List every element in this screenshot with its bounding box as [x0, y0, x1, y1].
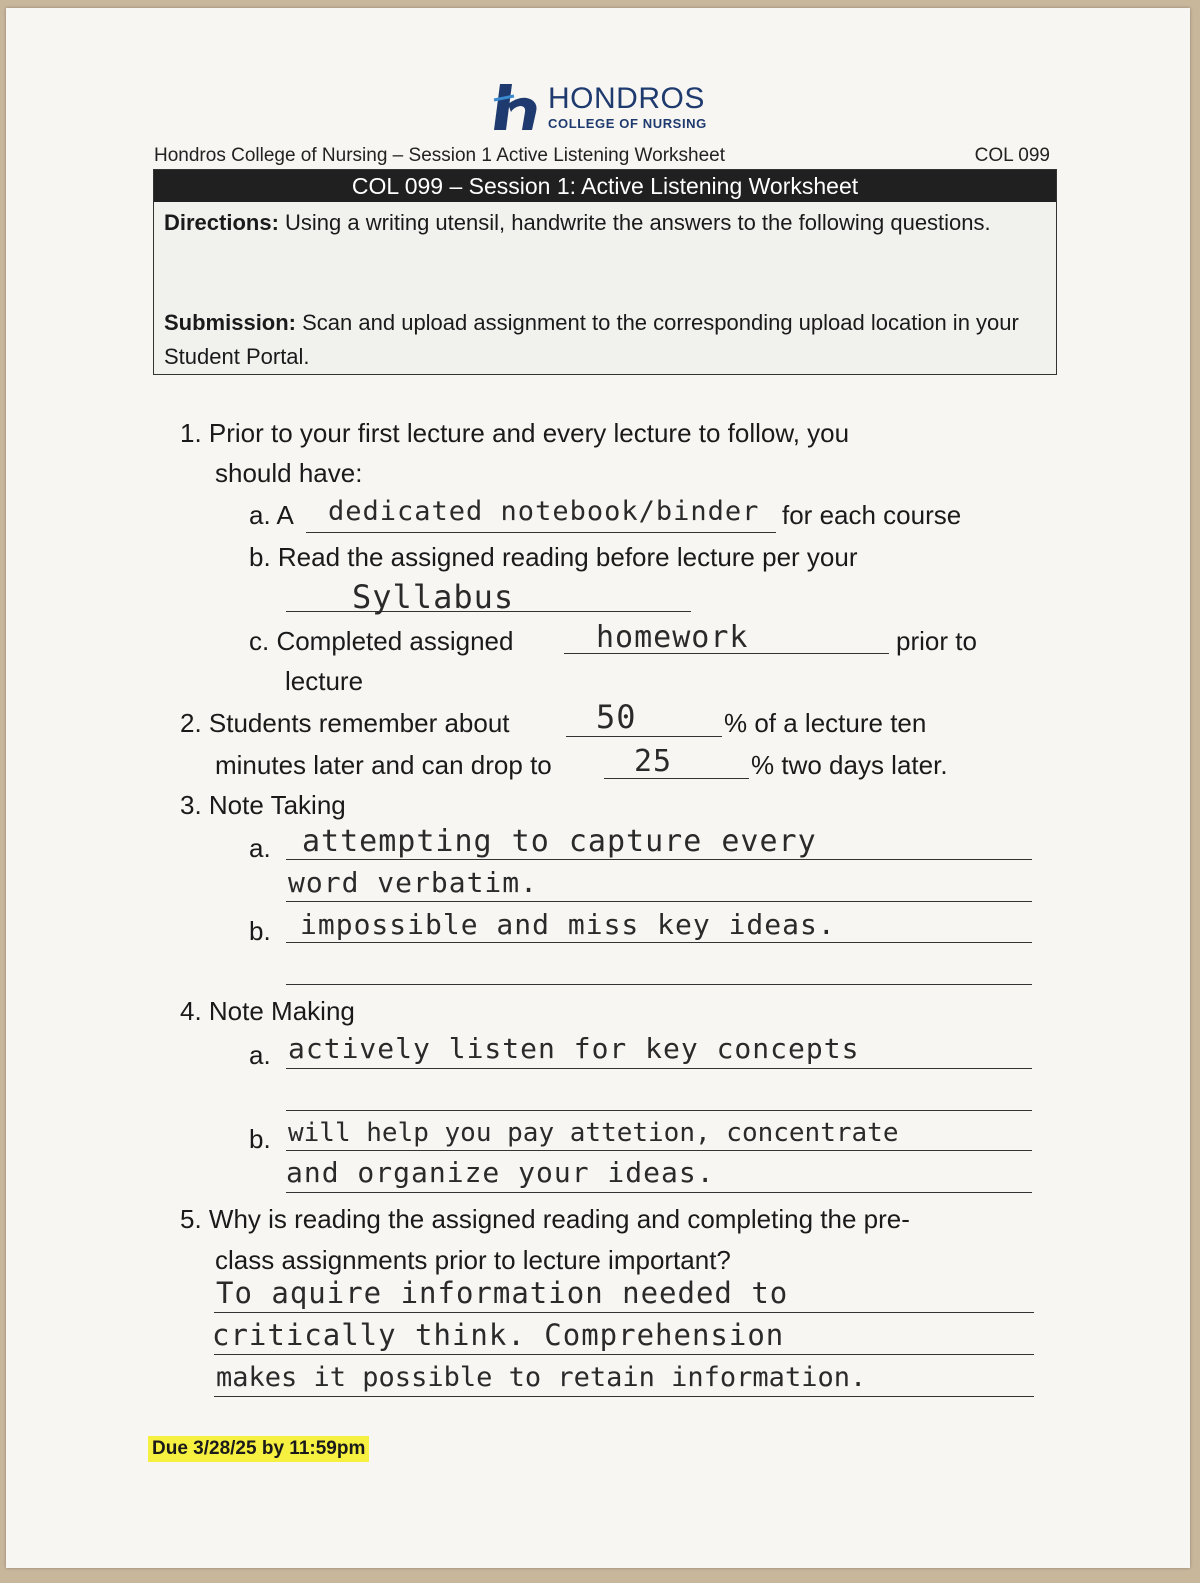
submission-label: Submission: — [164, 310, 297, 335]
q1a-handwritten-answer: dedicated notebook/binder — [328, 496, 760, 527]
q4a-answer-line-1 — [286, 1068, 1032, 1069]
q3a-answer-line-2 — [286, 901, 1032, 902]
q1c-prefix: c. Completed assigned — [249, 626, 514, 656]
worksheet-page — [6, 8, 1190, 1568]
q1c-suffix-2: lecture — [285, 666, 364, 696]
q1-prompt-line-2: should have: — [215, 458, 363, 488]
q2-line-1-prefix: 2. Students remember about — [180, 708, 510, 738]
q5-handwritten-answer-2: critically think. Comprehension — [212, 1318, 785, 1352]
submission-body: Scan and upload assignment to the corresponding upload location in your Student Portal. — [164, 310, 1019, 369]
q5-prompt-line-1: 5. Why is reading the assigned reading and completing the pre- — [180, 1204, 910, 1234]
instructions-box — [153, 169, 1057, 375]
q1a-prefix: a. A — [249, 500, 294, 530]
q4a-label: a. — [249, 1040, 271, 1070]
q2-answer-2-line — [604, 778, 749, 779]
q1-prompt-line-1: 1. Prior to your first lecture and every lecture to follow, you — [180, 418, 850, 448]
q3b-label: b. — [249, 916, 271, 946]
q5-prompt-line-2: class assignments prior to lecture important? — [215, 1245, 731, 1275]
q2-line-1-suffix: % of a lecture ten — [724, 708, 927, 738]
directions-body: Using a writing utensil, handwrite the answers to the following questions. — [278, 210, 991, 235]
q3-title: 3. Note Taking — [180, 790, 346, 820]
logo-subtitle: COLLEGE OF NURSING — [548, 116, 707, 131]
q1b-text: b. Read the assigned reading before lecture per your — [249, 542, 858, 572]
q4b-label: b. — [249, 1124, 271, 1154]
q3b-handwritten-answer: impossible and miss key ideas. — [300, 908, 836, 941]
q4a-handwritten-answer: actively listen for key concepts — [288, 1032, 860, 1065]
due-date-highlight: Due 3/28/25 by 11:59pm — [148, 1436, 369, 1462]
q5-handwritten-answer-1: To aquire information needed to — [216, 1276, 789, 1310]
q2-handwritten-answer-2: 25 — [634, 744, 673, 779]
worksheet-title: COL 099 – Session 1: Active Listening Worksheet — [154, 170, 1056, 202]
q4-title: 4. Note Making — [180, 996, 355, 1026]
logo-name: HONDROS — [548, 82, 705, 115]
q3a-handwritten-answer-1: attempting to capture every — [302, 824, 817, 859]
q3b-answer-line-2 — [286, 984, 1032, 985]
q1a-suffix: for each course — [782, 500, 962, 530]
q5-handwritten-answer-3: makes it possible to retain information. — [216, 1362, 867, 1393]
q3a-label: a. — [249, 833, 271, 863]
q1a-answer-line — [306, 532, 776, 533]
q1b-handwritten-answer: Syllabus — [352, 578, 515, 616]
directions-text — [164, 206, 1034, 240]
hondros-logo — [492, 82, 732, 134]
q1c-handwritten-answer: homework — [596, 620, 749, 655]
directions-label: Directions: — [164, 210, 279, 235]
q4b-answer-line-1 — [286, 1150, 1032, 1151]
q4b-answer-line-2 — [286, 1192, 1032, 1193]
page-header-right: COL 099 — [974, 145, 1050, 166]
q3a-handwritten-answer-2: word verbatim. — [288, 866, 539, 899]
q4b-handwritten-answer-1: will help you pay attetion, concentrate — [288, 1118, 899, 1148]
q5-answer-line-3 — [214, 1396, 1034, 1397]
q2-answer-1-line — [566, 736, 722, 737]
hondros-h-icon — [492, 82, 544, 132]
q4b-handwritten-answer-2: and organize your ideas. — [286, 1156, 715, 1189]
submission-text — [164, 306, 1034, 374]
page-header-left: Hondros College of Nursing – Session 1 Active Listening Worksheet — [154, 145, 726, 166]
q5-answer-line-2 — [214, 1354, 1034, 1355]
q5-answer-line-1 — [214, 1312, 1034, 1313]
q4a-answer-line-2 — [286, 1110, 1032, 1111]
q2-line-2-prefix: minutes later and can drop to — [215, 750, 552, 780]
q3a-answer-line-1 — [286, 859, 1032, 860]
q3b-answer-line-1 — [286, 942, 1032, 943]
q1c-suffix: prior to — [896, 626, 977, 656]
q2-handwritten-answer-1: 50 — [596, 698, 637, 736]
q2-line-2-suffix: % two days later. — [751, 750, 948, 780]
